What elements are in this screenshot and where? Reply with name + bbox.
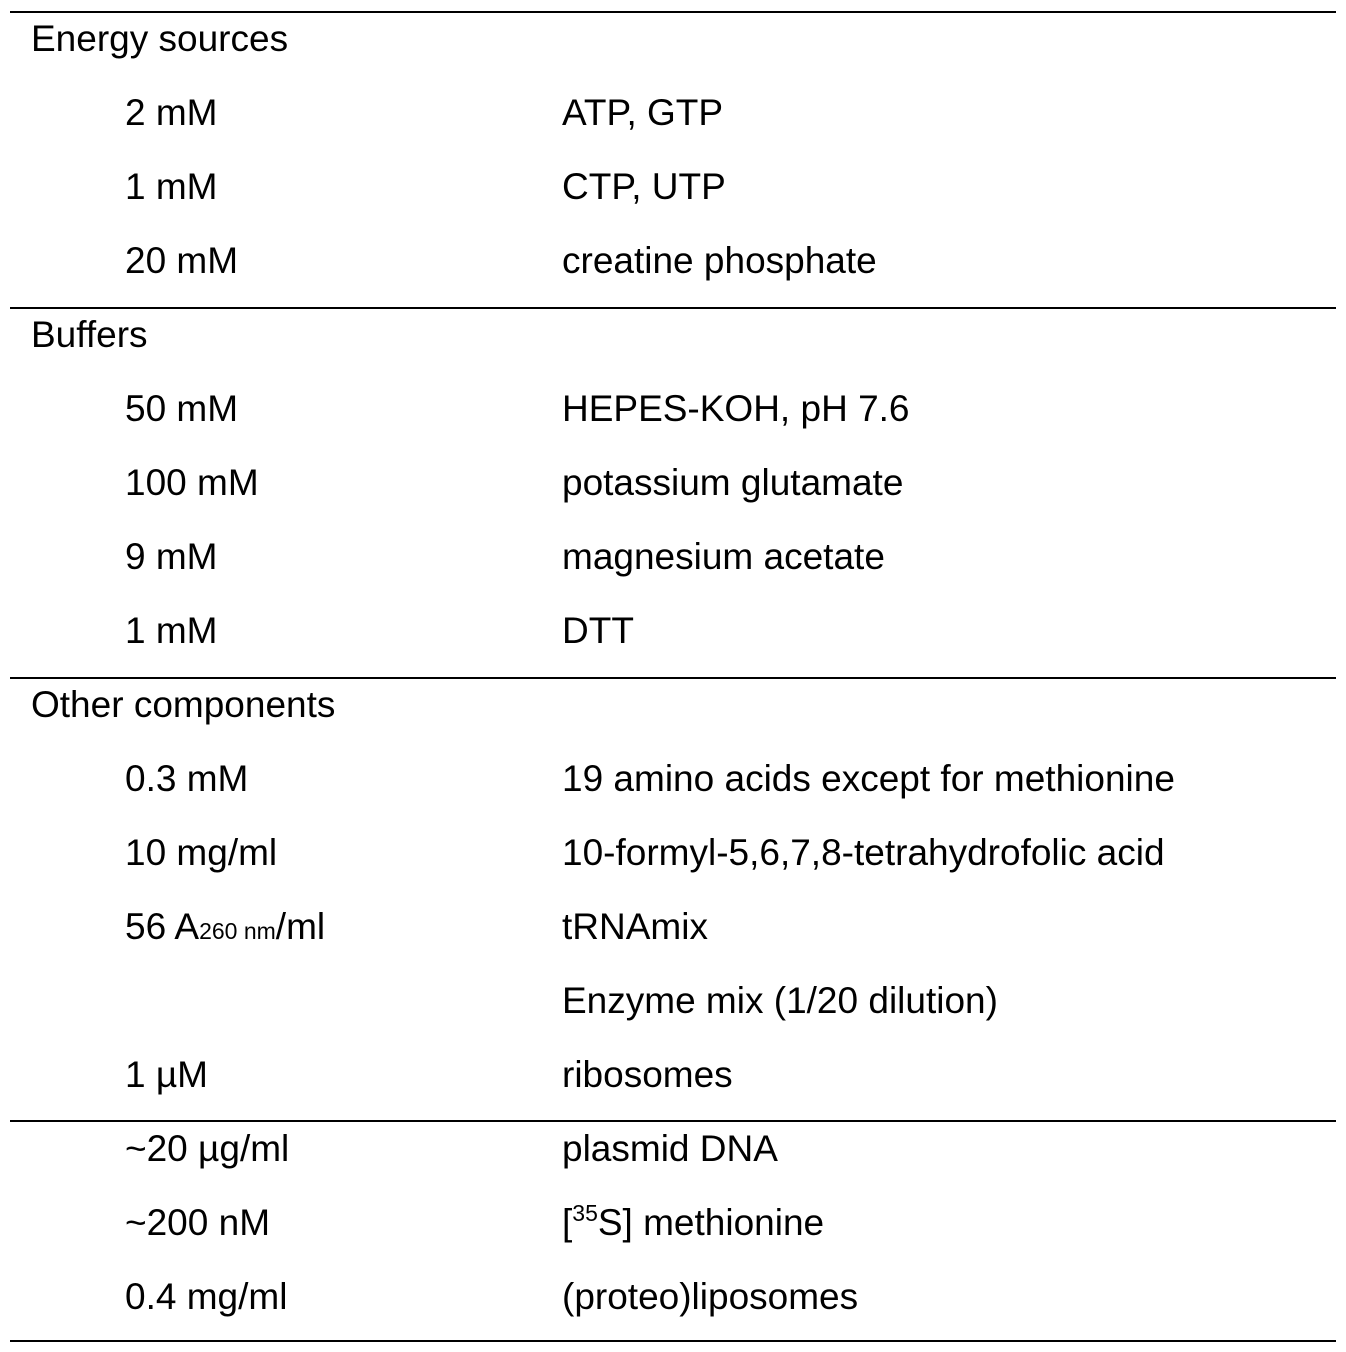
table-row xyxy=(0,908,1346,982)
table-bottom-rule xyxy=(10,1340,1336,1342)
isotope-superscript: 35 xyxy=(572,1200,598,1226)
section-label: Energy sources xyxy=(31,18,289,59)
component-cell: HEPES-KOH, pH 7.6 xyxy=(562,388,910,429)
component-cell: potassium glutamate xyxy=(562,462,904,503)
section-header-energy-sources xyxy=(0,20,1346,94)
section-label: Buffers xyxy=(31,314,148,355)
table-row xyxy=(0,242,1346,316)
component-cell: ribosomes xyxy=(562,1054,733,1095)
table-row xyxy=(0,94,1346,168)
component-cell: CTP, UTP xyxy=(562,166,726,207)
concentration-cell: 100 mM xyxy=(125,462,259,503)
component-cell: (proteo)liposomes xyxy=(562,1276,859,1317)
component-cell: 10-formyl-5,6,7,8-tetrahydrofolic acid xyxy=(562,832,1165,873)
section-divider-rule xyxy=(10,307,1336,309)
section-divider-rule xyxy=(10,1120,1336,1122)
concentration-cell: 9 mM xyxy=(125,536,218,577)
concentration-cell xyxy=(125,908,325,945)
component-cell: ATP, GTP xyxy=(562,92,724,133)
table-row xyxy=(0,1200,1346,1278)
table-row xyxy=(0,538,1346,612)
table-row xyxy=(0,612,1346,686)
concentration-cell: 2 mM xyxy=(125,92,218,133)
table-row xyxy=(0,168,1346,242)
concentration-cell: 0.3 mM xyxy=(125,758,249,799)
table-row xyxy=(0,760,1346,834)
concentration-cell: 1 mM xyxy=(125,610,218,651)
concentration-cell: 1 mM xyxy=(125,166,218,207)
concentration-cell: 50 mM xyxy=(125,388,239,429)
table-row xyxy=(0,464,1346,538)
table-row xyxy=(0,390,1346,464)
component-prefix: [ xyxy=(562,1202,573,1243)
component-cell: plasmid DNA xyxy=(562,1128,778,1169)
section-label: Other components xyxy=(31,684,336,725)
component-cell: magnesium acetate xyxy=(562,536,885,577)
concentration-cell: 10 mg/ml xyxy=(125,832,278,873)
concentration-cell: ~200 nM xyxy=(125,1202,271,1243)
concentration-cell: 20 mM xyxy=(125,240,239,281)
section-header-buffers xyxy=(0,316,1346,390)
component-cell xyxy=(562,1200,825,1243)
component-cell: DTT xyxy=(562,610,634,651)
section-divider-rule xyxy=(10,677,1336,679)
section-header-other-components xyxy=(0,686,1346,760)
concentration-cell: 1 µM xyxy=(125,1054,208,1095)
concentration-cell: ~20 µg/ml xyxy=(125,1128,290,1169)
table-top-rule xyxy=(10,11,1336,13)
component-cell: Enzyme mix (1/20 dilution) xyxy=(562,980,998,1021)
concentration-prefix: 56 A xyxy=(125,906,200,947)
table-row xyxy=(0,982,1346,1056)
component-suffix: S] methionine xyxy=(597,1202,825,1243)
table-row xyxy=(0,1056,1346,1130)
table-row xyxy=(0,834,1346,908)
absorbance-wavelength-subscript: 260 nm xyxy=(199,918,276,944)
component-cell: tRNAmix xyxy=(562,906,708,947)
component-cell: creatine phosphate xyxy=(562,240,877,281)
table-row xyxy=(0,1130,1346,1204)
component-cell: 19 amino acids except for methionine xyxy=(562,758,1175,799)
concentration-suffix: /ml xyxy=(275,906,326,947)
concentration-cell: 0.4 mg/ml xyxy=(125,1276,288,1317)
